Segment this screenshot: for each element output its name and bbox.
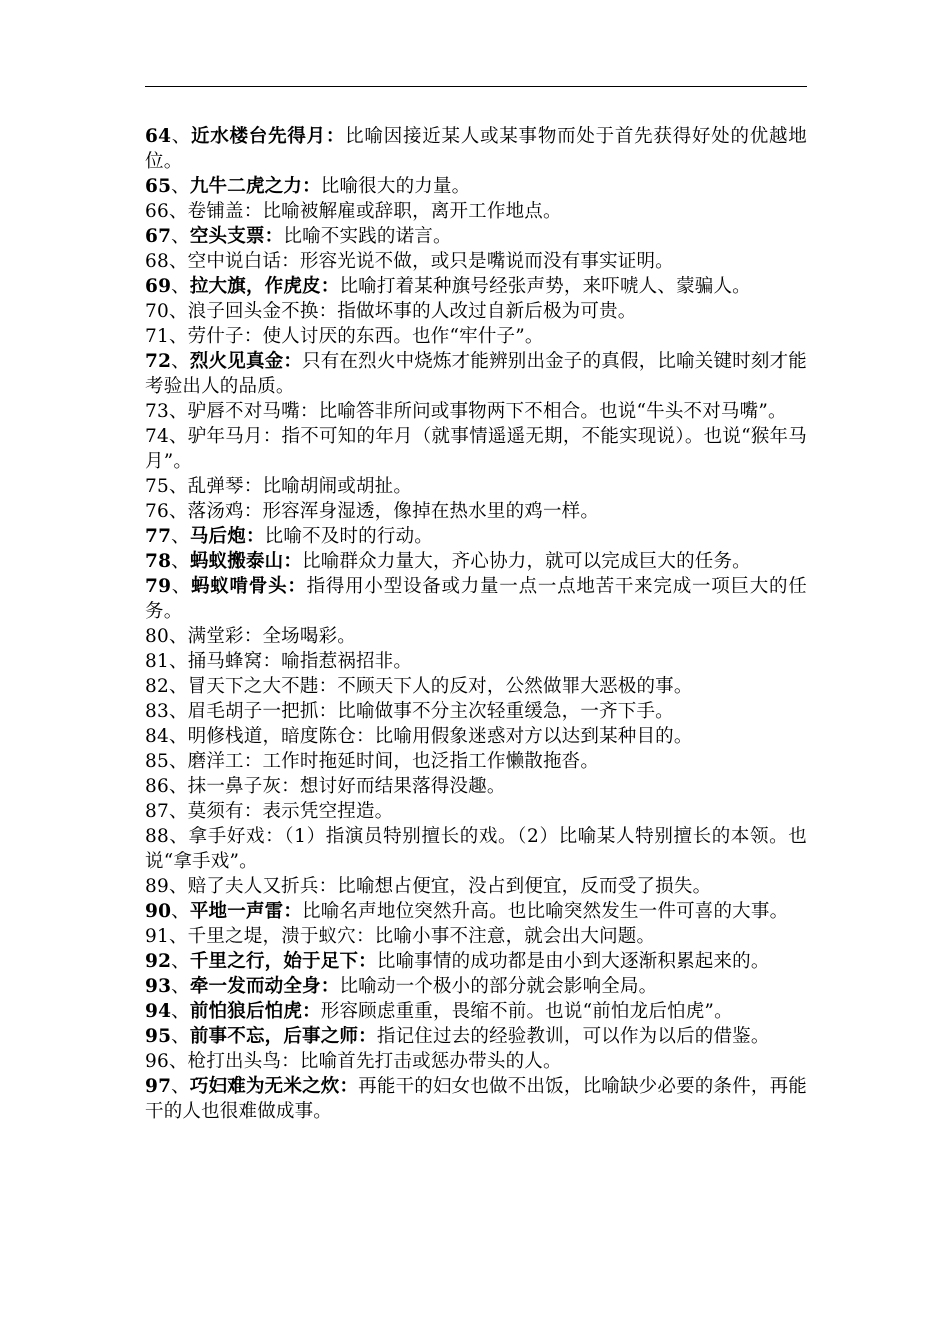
entry-term: 烈火见真金: [189, 351, 284, 372]
entry-term: 拉大旗，作虎皮: [189, 276, 321, 297]
entry-definition: 不顾天下人的反对，公然做罪大恶极的事。: [337, 676, 693, 697]
entry-colon: ：: [318, 701, 338, 722]
entry-number: 90: [145, 901, 172, 922]
entry-number: 96: [145, 1051, 169, 1072]
entry-colon: ：: [355, 726, 375, 747]
entry-definition: 指做坏事的人改过自新后极为可贵。: [337, 301, 637, 322]
entry-term: 空头支票: [189, 226, 265, 247]
entry-term: 卷铺盖: [187, 201, 244, 222]
entry-definition: 只有在烈火中烧炼才能辨别出金子的真假，比喻关键时刻才能考验出人的品质。: [145, 351, 807, 397]
entry-colon: ：: [243, 476, 263, 497]
entry-colon: ：: [318, 301, 338, 322]
entry-separator: 、: [168, 701, 188, 722]
entry-term: 马后炮: [189, 526, 246, 547]
entry-term: 空中说白话: [187, 251, 282, 272]
list-item: [145, 199, 807, 224]
entry-number: 92: [145, 951, 172, 972]
list-item: [145, 1024, 807, 1049]
list-item: [145, 824, 807, 874]
entry-colon: ：: [281, 776, 300, 797]
entry-colon: ：: [283, 901, 303, 922]
entry-colon: ：: [264, 226, 284, 247]
entry-separator: 、: [168, 476, 188, 497]
entry-term: 前事不忘，后事之师: [189, 1026, 359, 1047]
entry-number: 78: [145, 551, 172, 572]
entry-separator: 、: [168, 1051, 188, 1072]
entry-number: 81: [145, 651, 169, 672]
entry-number: 82: [145, 676, 169, 697]
entry-separator: 、: [168, 326, 188, 347]
list-item: [145, 724, 807, 749]
entry-colon: ：: [358, 1026, 377, 1047]
entry-colon: ：: [302, 1001, 321, 1022]
entry-definition: 指不可知的年月（就事情遥遥无期，不能实现说）。也说“猴年马月”。: [145, 426, 808, 472]
entry-separator: 、: [168, 201, 188, 222]
entry-colon: ：: [355, 926, 375, 947]
list-item: [145, 674, 807, 699]
entry-number: 72: [145, 351, 172, 372]
entry-definition: 比喻因接近某人或某事物而处于首先获得好处的优越地位。: [145, 126, 808, 172]
list-item: [145, 749, 807, 774]
list-item: [145, 324, 807, 349]
entry-colon: ：: [318, 876, 338, 897]
entry-definition: 比喻不及时的行动。: [264, 526, 433, 547]
entry-definition: 比喻想占便宜，没占到便宜，反而受了损失。: [337, 876, 712, 897]
entry-term: 蚂蚁搬泰山: [189, 551, 284, 572]
entry-term: 驴年马月: [187, 426, 263, 447]
entry-separator: 、: [168, 876, 188, 897]
list-item: [145, 974, 807, 999]
list-item: [145, 224, 807, 249]
entry-number: 91: [145, 926, 169, 947]
entry-term: 落汤鸡: [187, 501, 244, 522]
entry-term: 拿手好戏: [188, 826, 266, 847]
list-item: [145, 799, 807, 824]
list-item: [145, 174, 807, 199]
entry-colon: ：: [262, 651, 282, 672]
entry-colon: ：: [320, 276, 340, 297]
list-item: [145, 924, 807, 949]
entry-separator: 、: [168, 251, 188, 272]
entry-term: 明修栈道，暗度陈仓: [187, 726, 356, 747]
list-item: [145, 349, 807, 399]
list-item: [145, 424, 807, 474]
entry-definition: 使人讨厌的东西。也作“牢什子”。: [262, 326, 544, 347]
list-item: [145, 249, 807, 274]
entry-number: 77: [145, 526, 172, 547]
entry-definition: 表示凭空捏造。: [262, 801, 394, 822]
entry-number: 66: [145, 201, 169, 222]
list-item: [145, 1074, 807, 1124]
entry-separator: 、: [168, 676, 188, 697]
entry-term: 冒天下之大不韪: [187, 676, 319, 697]
entry-separator: 、: [171, 576, 191, 597]
entry-separator: 、: [171, 976, 190, 997]
entry-term: 莫须有: [187, 801, 244, 822]
list-item: [145, 474, 807, 499]
entry-colon: ：: [243, 501, 263, 522]
entry-definition: 形容浑身湿透，像掉在热水里的鸡一样。: [262, 501, 600, 522]
entry-colon: ：: [281, 251, 300, 272]
entry-number: 80: [145, 626, 169, 647]
entry-term: 枪打出头鸟: [187, 1051, 282, 1072]
entry-colon: ：: [243, 201, 263, 222]
entry-colon: ：: [320, 976, 340, 997]
entry-number: 71: [145, 326, 169, 347]
entry-definition: （1）指演员特别擅长的戏。（2）比喻某人特别擅长的本领。也说“拿手戏”。: [145, 826, 808, 872]
entry-number: 68: [145, 251, 169, 272]
entry-colon: ：: [339, 1076, 359, 1097]
entry-colon: ：: [245, 526, 265, 547]
list-item: [145, 649, 807, 674]
entry-number: 94: [145, 1001, 172, 1022]
entry-term: 赔了夫人又折兵: [187, 876, 319, 897]
entry-term: 浪子回头金不换: [187, 301, 319, 322]
entry-term: 巧妇难为无米之炊: [189, 1076, 340, 1097]
entry-definition: 全场喝彩。: [262, 626, 356, 647]
entry-term: 前怕狼后怕虎: [189, 1001, 303, 1022]
list-item: [145, 624, 807, 649]
entry-number: 86: [145, 776, 169, 797]
entry-number: 79: [145, 576, 172, 597]
entry-separator: 、: [168, 626, 188, 647]
entry-number: 95: [145, 1026, 172, 1047]
entry-term: 近水楼台先得月: [191, 126, 326, 147]
entry-number: 84: [145, 726, 169, 747]
entry-number: 67: [145, 226, 172, 247]
entry-separator: 、: [171, 1001, 190, 1022]
list-item: [145, 874, 807, 899]
entry-definition: 比喻很大的力量。: [320, 176, 471, 197]
entry-definition: 再能干的妇女也做不出饭，比喻缺少必要的条件，再能干的人也很难做成事。: [145, 1076, 807, 1122]
entry-separator: 、: [168, 926, 188, 947]
entry-definition: 比喻用假象迷惑对方以达到某种目的。: [374, 726, 693, 747]
entry-colon: ：: [302, 176, 321, 197]
entry-separator: 、: [171, 951, 190, 972]
entry-separator: 、: [171, 276, 190, 297]
entry-colon: ：: [243, 801, 263, 822]
entry-number: 75: [145, 476, 169, 497]
entry-colon: ：: [243, 626, 263, 647]
list-item: [145, 774, 807, 799]
entry-separator: 、: [171, 351, 190, 372]
entry-definition: 比喻被解雇或辞职，离开工作地点。: [262, 201, 562, 222]
entry-colon: ：: [243, 751, 263, 772]
entry-colon: ：: [262, 426, 282, 447]
entry-separator: 、: [171, 1026, 190, 1047]
entry-separator: 、: [168, 501, 188, 522]
entry-number: 87: [145, 801, 169, 822]
entry-number: 69: [145, 276, 172, 297]
entry-separator: 、: [171, 1076, 190, 1097]
list-item: [145, 574, 807, 624]
entry-term: 磨洋工: [187, 751, 244, 772]
entry-definition: 比喻答非所问或事物两下不相合。也说“牛头不对马嘴”。: [318, 401, 787, 422]
entry-separator: 、: [171, 526, 190, 547]
entry-term: 驴唇不对马嘴: [187, 401, 300, 422]
entry-number: 85: [145, 751, 169, 772]
entry-term: 千里之行，始于足下: [189, 951, 359, 972]
entry-separator: 、: [168, 776, 188, 797]
entry-separator: 、: [168, 726, 188, 747]
entry-term: 劳什子: [187, 326, 244, 347]
entry-separator: 、: [171, 551, 190, 572]
entry-number: 74: [145, 426, 169, 447]
entry-term: 千里之堤，溃于蚁穴: [187, 926, 356, 947]
entry-term: 眉毛胡子一把抓: [187, 701, 319, 722]
list-item: [145, 1049, 807, 1074]
list-item: [145, 949, 807, 974]
entry-definition: 比喻打着某种旗号经张声势，来吓唬人、蒙骗人。: [339, 276, 751, 297]
entry-number: 89: [145, 876, 169, 897]
entry-definition: 指得用小型设备或力量一点一点地苦干来完成一项巨大的任务。: [145, 576, 808, 622]
entry-definition: 喻指惹祸招非。: [281, 651, 413, 672]
entry-term: 捅马蜂窝: [187, 651, 263, 672]
entry-number: 65: [145, 176, 172, 197]
entry-definition: 比喻做事不分主次轻重缓急，一齐下手。: [337, 701, 674, 722]
list-item: [145, 274, 807, 299]
entry-colon: ：: [265, 826, 285, 847]
entry-separator: 、: [168, 301, 188, 322]
entry-term: 平地一声雷: [189, 901, 284, 922]
list-item: [145, 499, 807, 524]
entry-definition: 比喻名声地位突然升高。也比喻突然发生一件可喜的大事。: [302, 901, 789, 922]
entry-colon: ：: [325, 126, 346, 147]
entry-term: 乱弹琴: [187, 476, 244, 497]
entry-number: 88: [145, 826, 169, 847]
entry-number: 76: [145, 501, 169, 522]
entry-number: 97: [145, 1076, 172, 1097]
entry-term: 牵一发而动全身: [189, 976, 321, 997]
entry-definition: 比喻动一个极小的部分就会影响全局。: [339, 976, 658, 997]
entry-term: 九牛二虎之力: [189, 176, 303, 197]
entry-definition: 比喻胡闹或胡扯。: [262, 476, 413, 497]
entry-separator: 、: [168, 651, 188, 672]
entry-definition: 比喻首先打击或惩办带头的人。: [299, 1051, 562, 1072]
list-item: [145, 549, 807, 574]
entry-colon: ：: [283, 351, 303, 372]
entry-colon: ：: [299, 401, 319, 422]
entry-term: 蚂蚁啃骨头: [191, 576, 288, 597]
entry-colon: ：: [318, 676, 338, 697]
entry-separator: 、: [168, 401, 188, 422]
header-rule: [145, 86, 807, 87]
entry-separator: 、: [168, 426, 188, 447]
entry-term: 满堂彩: [187, 626, 244, 647]
entry-separator: 、: [171, 901, 190, 922]
list-item: [145, 524, 807, 549]
list-item: [145, 399, 807, 424]
entry-number: 70: [145, 301, 169, 322]
entry-definition: 比喻小事不注意，就会出大问题。: [374, 926, 656, 947]
entry-separator: 、: [168, 826, 189, 847]
entry-definition: 比喻群众力量大，齐心协力，就可以完成巨大的任务。: [302, 551, 751, 572]
list-item: [145, 124, 807, 174]
list-item: [145, 899, 807, 924]
entry-colon: ：: [283, 551, 303, 572]
entry-term: 抹一鼻子灰: [187, 776, 282, 797]
idiom-list: [145, 124, 807, 1124]
entry-definition: 想讨好而结果落得没趣。: [299, 776, 506, 797]
entry-definition: 形容顾虑重重，畏缩不前。也说“前怕龙后怕虎”。: [320, 1001, 733, 1022]
entry-definition: 指记住过去的经验教训，可以作为以后的借鉴。: [376, 1026, 770, 1047]
entry-definition: 比喻事情的成功都是由小到大逐渐积累起来的。: [376, 951, 770, 972]
entry-definition: 比喻不实践的诺言。: [283, 226, 452, 247]
entry-colon: ：: [243, 326, 263, 347]
entry-colon: ：: [358, 951, 377, 972]
entry-number: 64: [145, 126, 172, 147]
entry-colon: ：: [287, 576, 307, 597]
entry-separator: 、: [171, 176, 190, 197]
entry-number: 83: [145, 701, 169, 722]
entry-separator: 、: [171, 226, 190, 247]
entry-definition: 形容光说不做，或只是嘴说而没有事实证明。: [299, 251, 674, 272]
list-item: [145, 999, 807, 1024]
entry-number: 93: [145, 976, 172, 997]
entry-number: 73: [145, 401, 169, 422]
entry-separator: 、: [171, 126, 191, 147]
list-item: [145, 699, 807, 724]
entry-definition: 工作时拖延时间，也泛指工作懒散拖沓。: [262, 751, 600, 772]
list-item: [145, 299, 807, 324]
entry-separator: 、: [168, 801, 188, 822]
entry-separator: 、: [168, 751, 188, 772]
entry-colon: ：: [281, 1051, 300, 1072]
